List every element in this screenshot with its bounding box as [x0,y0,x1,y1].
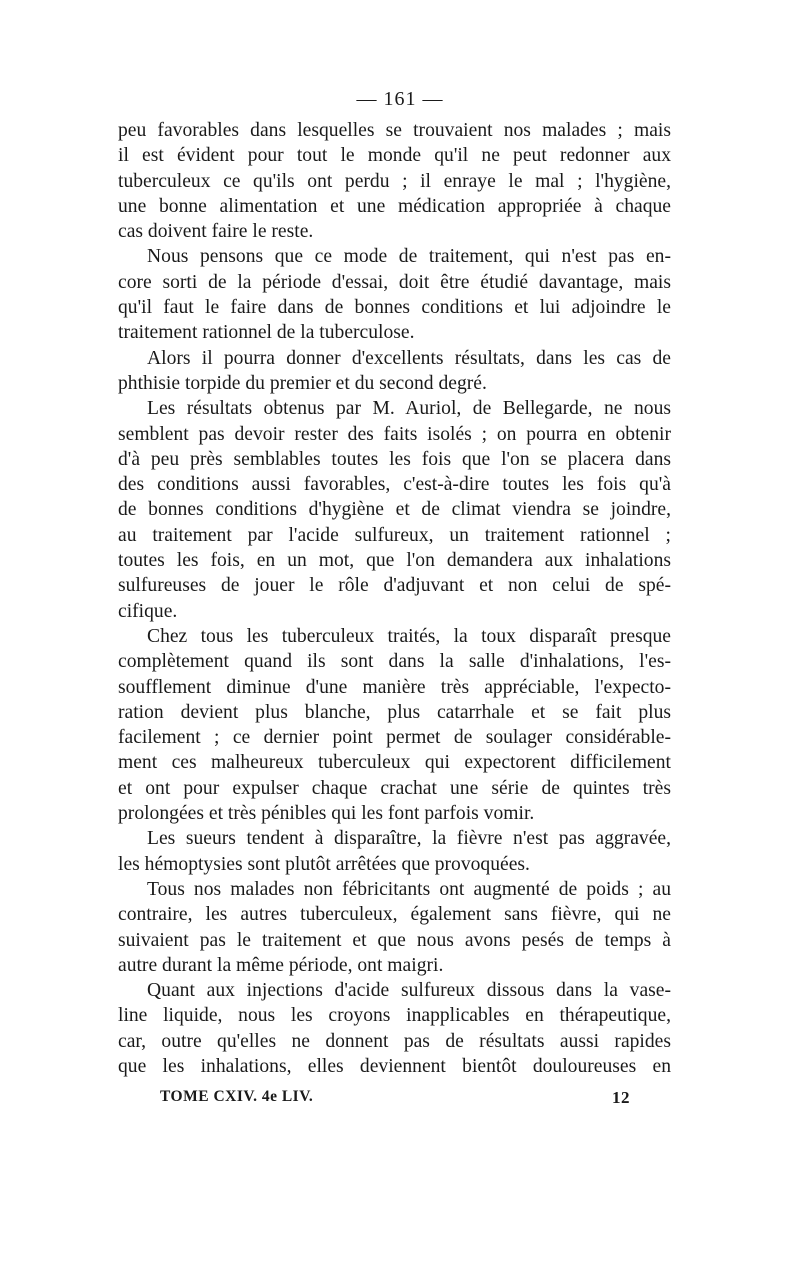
page-number: — 161 — [356,88,444,110]
text-line: Tous nos malades non fébricitants ont augmenté de poids ; au [147,878,671,900]
text-line: tuberculeux ce qu'ils ont perdu ; il enraye le mal ; l'hygiène, [118,170,671,192]
text-line: des conditions aussi favorables, c'est-à-dire toutes les fois qu'à [118,474,671,496]
text-line: au traitement par l'acide sulfureux, un traitement rationnel ; [118,524,671,546]
text-line: suivaient pas le traitement et que nous avons pesés de temps à [118,929,671,951]
text-line: peu favorables dans lesquelles se trouvaient nos malades ; mais [118,120,671,141]
text-line: ration devient plus blanche, plus catarrhale et se fait plus [118,701,671,723]
text-line: Quant aux injections d'acide sulfureux dissous dans la vase- [147,980,671,1002]
text-line: Nous pensons que ce mode de traitement, qui n'est pas en- [147,246,671,268]
text-line: contraire, les autres tuberculeux, également sans fièvre, qui ne [118,904,671,926]
text-line: que les inhalations, elles deviennent bientôt douloureuses en [118,1055,671,1077]
text-line: une bonne alimentation et une médication appropriée à chaque [118,195,671,217]
text-line: de bonnes conditions d'hygiène et de climat viendra se joindre, [118,499,671,521]
text-line: line liquide, nous les croyons inapplicables en thérapeutique, [118,1005,671,1027]
body-text [118,118,671,1079]
text-line: Les résultats obtenus par M. Auriol, de Bellegarde, ne nous [147,398,671,420]
text-line: Les sueurs tendent à disparaître, la fièvre n'est pas aggravée, [147,828,671,850]
text-line: Alors il pourra donner d'excellents résultats, dans les cas de [147,347,671,369]
text-line: sulfureuses de jouer le rôle d'adjuvant et non celui de spé- [118,575,671,597]
text-line: prolongées et très pénibles qui les font parfois vomir. [118,803,535,825]
text-line: core sorti de la période d'essai, doit être étudié davantage, mais [118,271,671,293]
text-line: et ont pour expulser chaque crachat une série de quintes très [118,777,671,799]
text-line: les hémoptysies sont plutôt arrêtées que provoquées. [118,853,530,875]
signature-mark: TOME CXIV. 4e LIV. [160,1088,314,1105]
text-line: d'à peu près semblables toutes les fois que l'on se placera dans [118,448,671,470]
text-line: Chez tous les tuberculeux traités, la toux disparaît presque [147,625,671,647]
text-line: cifique. [118,600,178,622]
text-line: cas doivent faire le reste. [118,221,314,243]
text-line: il est évident pour tout le monde qu'il ne peut redonner aux [118,145,671,167]
text-line: complètement quand ils sont dans la salle d'inhalations, l'es- [118,651,671,673]
text-line: semblent pas devoir rester des faits isolés ; on pourra en obtenir [118,423,671,445]
text-line: qu'il faut le faire dans de bonnes conditions et lui adjoindre le [118,297,671,319]
signature-number: 12 [612,1088,630,1107]
text-line: traitement rationnel de la tuberculose. [118,322,415,344]
text-line: soufflement diminue d'une manière très appréciable, l'expecto- [118,676,671,698]
text-line: autre durant la même période, ont maigri. [118,954,444,976]
text-line: car, outre qu'elles ne donnent pas de résultats aussi rapides [118,1030,671,1052]
text-line: phthisie torpide du premier et du second degré. [118,372,487,394]
text-line: facilement ; ce dernier point permet de soulager considérable- [118,727,671,749]
text-line: toutes les fois, en un mot, que l'on demandera aux inhalations [118,550,671,572]
text-line: ment ces malheureux tuberculeux qui expectorent difficilement [118,752,671,774]
